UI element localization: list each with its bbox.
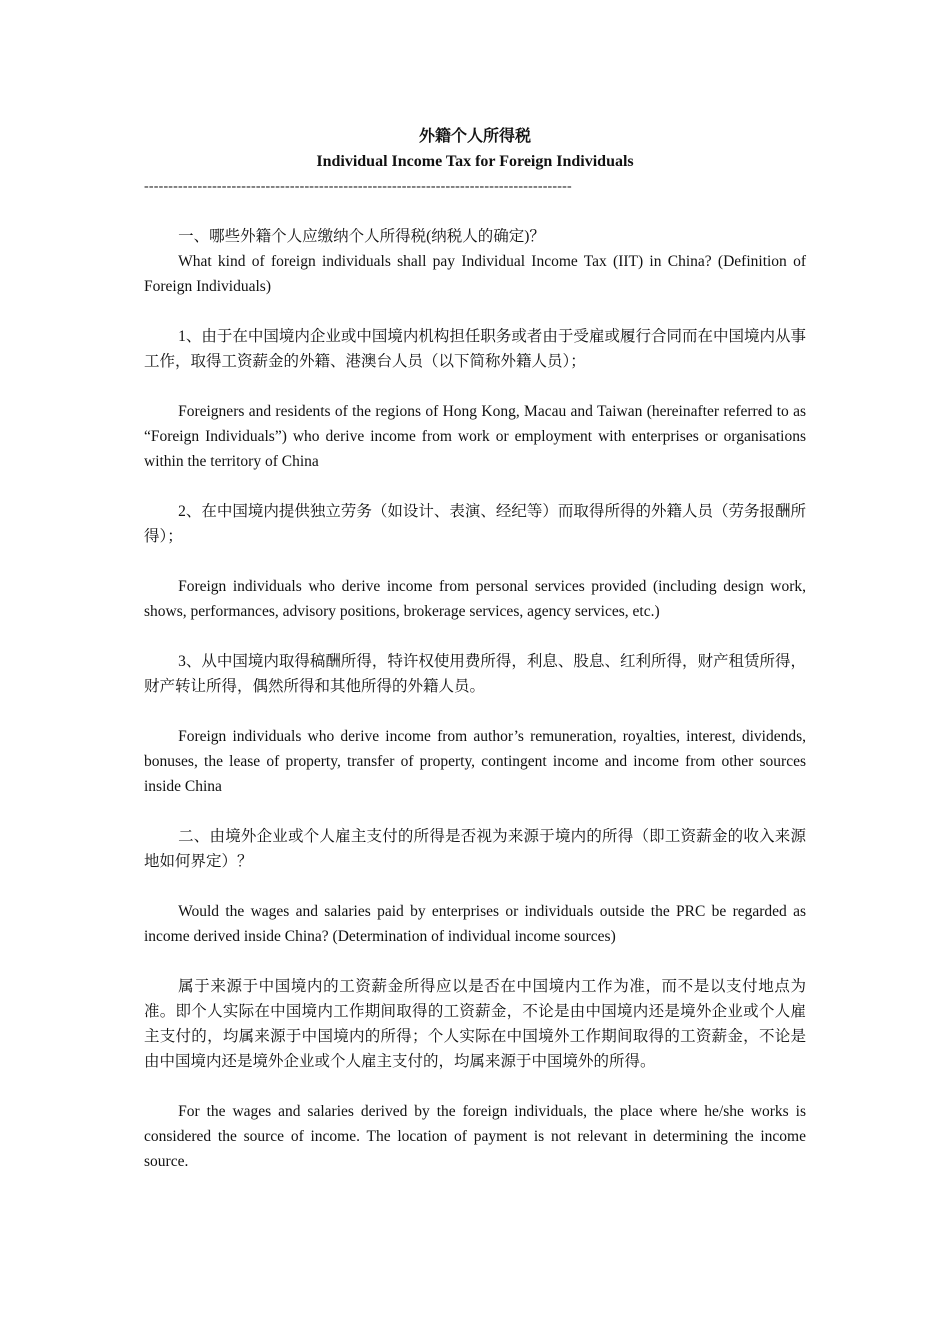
item-3-zh: 3、从中国境内取得稿酬所得，特许权使用费所得，利息、股息、红利所得，财产租赁所得，财产转让所得，偶然所得和其他所得的外籍人员。 (144, 653, 806, 695)
item-3-en: Foreign individuals who derive income from author’s remuneration, royalties, interest, dividends, bonuses, the lease of property, transfer of property, contingent income and income from other sources inside China (144, 728, 806, 795)
item-1-zh: 1、由于在中国境内企业或中国境内机构担任职务或者由于受雇或履行合同而在中国境内从事工作，取得工资薪金的外籍、港澳台人员（以下简称外籍人员）； (144, 328, 806, 370)
spacer (144, 1074, 806, 1099)
spacer (144, 949, 806, 974)
spacer (144, 299, 806, 324)
title-divider: ---------------------------------------------------------------------------------------- (144, 179, 572, 194)
document-title-en: Individual Income Tax for Foreign Individuals (316, 153, 634, 170)
question-2-zh: 二、由境外企业或个人雇主支付的所得是否视为来源于境内的所得（即工资薪金的收入来源地如何界定）？ (144, 828, 806, 870)
spacer (144, 624, 806, 649)
question-2-en: Would the wages and salaries paid by enterprises or individuals outside the PRC be regarded as income derived inside China? (Determination of individual income sources) (144, 903, 806, 945)
item-2-en: Foreign individuals who derive income from personal services provided (including design work, shows, performances, advisory positions, brokerage services, agency services, etc.) (144, 578, 806, 620)
question-1-en: What kind of foreign individuals shall pay Individual Income Tax (IIT) in China? (Definition of Foreign Individuals) (144, 253, 806, 295)
document-title-zh: 外籍个人所得税 (418, 128, 531, 145)
spacer (144, 474, 806, 499)
spacer (144, 374, 806, 399)
spacer (144, 699, 806, 724)
item-2-zh: 2、在中国境内提供独立劳务（如设计、表演、经纪等）而取得所得的外籍人员（劳务报酬所得）； (144, 503, 806, 545)
spacer (144, 199, 806, 224)
item-1-en: Foreigners and residents of the regions of Hong Kong, Macau and Taiwan (hereinafter referred to as “Foreign Individuals”) who derive income from work or employment with enterprises or organisations within the territory of China (144, 403, 806, 470)
spacer (144, 874, 806, 899)
spacer (144, 799, 806, 824)
spacer (144, 549, 806, 574)
question-1-zh: 一、哪些外籍个人应缴纳个人所得税(纳税人的确定)？ (178, 228, 545, 245)
answer-2-en: For the wages and salaries derived by the foreign individuals, the place where he/she works is considered the source of income. The location of payment is not relevant in determining the income source. (144, 1103, 806, 1170)
answer-2-zh: 属于来源于中国境内的工资薪金所得应以是否在中国境内工作为准，而不是以支付地点为准。即个人实际在中国境内工作期间取得的工资薪金，不论是由中国境内还是境外企业或个人雇主支付的，均属来源于中国境内的所得；个人实际在中国境外工作期间取得的工资薪金，不论是由中国境内还是境外企业或个人雇主支付的，均属来源于中国境外的所得。 (144, 978, 806, 1070)
document-page (144, 124, 806, 1174)
